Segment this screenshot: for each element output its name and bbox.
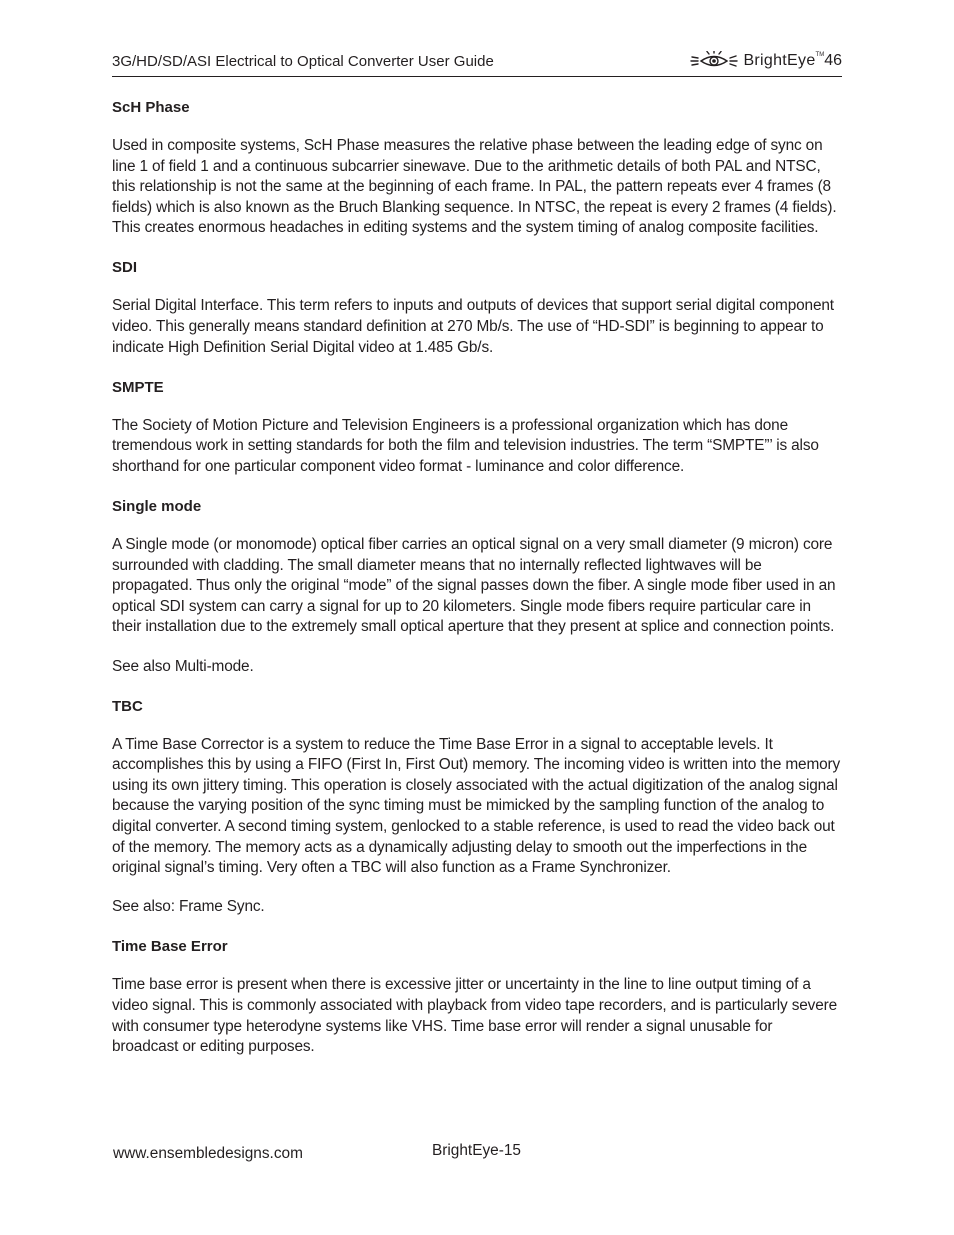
entry-paragraph: The Society of Motion Picture and Television Engineers is a professional organization which has done tremendous work in setting standards for both the film and television industries. The term “SMPTE”’ is also shorthand for one particular component video format - luminance and color difference. [112, 416, 819, 475]
brand-model: 46 [824, 52, 842, 69]
entry-see-also: See also Multi-mode. [112, 657, 254, 675]
glossary-entry-smpte [112, 377, 842, 478]
glossary-entry-single-mode [112, 496, 842, 677]
entry-heading: TBC [112, 697, 143, 715]
document-title: 3G/HD/SD/ASI Electrical to Optical Converter User Guide [112, 53, 494, 70]
page-header [112, 52, 842, 77]
brand-trademark: TM [815, 52, 825, 58]
footer-page-number: BrightEye-15 [432, 1142, 521, 1159]
brand-name: BrightEye [743, 52, 816, 69]
entry-heading: ScH Phase [112, 99, 190, 116]
entry-paragraph: Time base error is present when there is excessive jitter or uncertainty in the line to line output timing of a video signal. This is commonly associated with playback from video tape recorders, and is particularly severe with consumer type heterodyne systems like VHS. Time base error will render a signal unusable for broadcast or editing purposes. [112, 976, 838, 1056]
brand-logo [689, 50, 842, 72]
entry-see-also: See also: Frame Sync. [112, 898, 265, 916]
glossary-entry-tbc [112, 696, 842, 918]
entry-heading: Single mode [112, 498, 202, 516]
footer-website-link[interactable]: www.ensembledesigns.com [113, 1145, 303, 1162]
glossary-content [112, 97, 842, 1058]
glossary-entry-sch-phase [112, 97, 842, 239]
entry-heading: SDI [112, 259, 138, 277]
entry-paragraph: A Time Base Corrector is a system to reduce the Time Base Error in a signal to acceptable levels. It accomplishes this by using a FIFO (First In, First Out) memory. The incoming video is written into the memory using its own jittery timing. This operation is closely associated with the actual digitization of the analog signal because the varying position of the sync timing must be mimicked by the sampling function of the analog to digital converter. A second timing system, genlocked to a stable reference, is used to read the video back out of the memory. The memory acts as a dynamically adjusting delay to smooth out the imperfections in the original signal’s timing. Very often a TBC will also function as a Frame Synchronizer. [112, 735, 841, 877]
entry-paragraph: Used in composite systems, ScH Phase measures the relative phase between the leading edge of sync on line 1 of field 1 and a continuous subcarrier sinewave. Due to the arithmetic details of both PAL and NTSC, this relationship is not the same at the beginning of each frame. In PAL, the pattern repeats ever 4 frames (8 fields) which is also known as the Bruch Blanking sequence. In NTSC, the repeat is every 2 frames (4 fields). This creates enormous headaches in editing systems and the system timing of analog composite facilities. [112, 137, 837, 237]
glossary-entry-time-base-error [112, 936, 842, 1057]
entry-paragraph: A Single mode (or monomode) optical fiber carries an optical signal on a very small diameter (9 micron) core surrounded with cladding. The small diameter means that no internally reflected lightwaves will be propagated. Thus only the original “mode” of the signal passes down the fiber. A single mode fiber used in an optical SDI system can carry a signal for up to 20 kilometers. Single mode fibers require particular care in their installation due to the extremely small optical aperture that they present at splice and connection points. [112, 536, 836, 636]
glossary-entry-sdi [112, 257, 842, 358]
entry-heading: Time Base Error [112, 938, 228, 956]
entry-heading: SMPTE [112, 378, 164, 396]
eye-logo-icon [689, 51, 739, 71]
entry-paragraph: Serial Digital Interface. This term refers to inputs and outputs of devices that support serial digital component video. This generally means standard definition at 270 Mb/s. The use of “HD-SDI” is beginning to appear to indicate High Definition Serial Digital video at 1.485 Gb/s. [112, 297, 834, 356]
